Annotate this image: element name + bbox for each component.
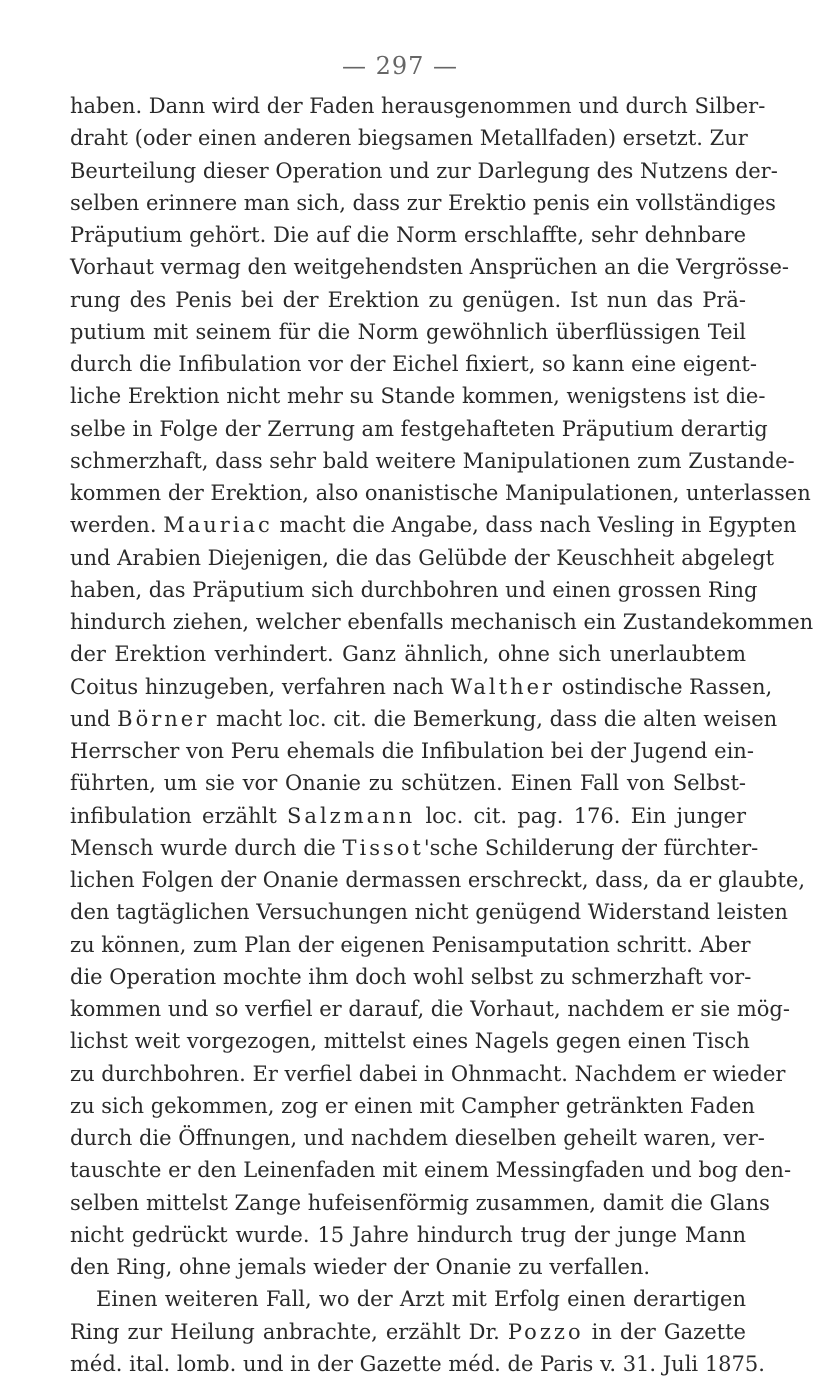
text-segment: 'sche Schilderung der fürchter-	[423, 835, 759, 860]
spaced-name: Tissot	[342, 835, 424, 860]
text-segment: durch die Öffnungen, und nachdem dieselben geheilt waren, ver-	[70, 1126, 765, 1150]
text-line	[70, 703, 778, 735]
text-segment: haben, das Präputium sich durchbohren und einen grossen Ring	[70, 577, 758, 602]
text-line	[70, 1090, 755, 1122]
text-segment: die Operation mochte ihm doch wohl selbst zu schmerzhaft vor-	[70, 964, 752, 989]
text-segment: hindurch ziehen, welcher ebenfalls mechanisch ein Zustandekommen	[70, 610, 813, 634]
text-segment: Präputium gehört. Die auf die Norm erschlaffte, sehr dehnbare	[70, 223, 746, 247]
text-line	[70, 1348, 765, 1380]
text-segment: in der Gazette	[583, 1319, 746, 1344]
text-segment: zu können, zum Plan der eigenen Penisamputation schritt. Aber	[70, 932, 751, 957]
spaced-name: Salzmann	[287, 803, 416, 828]
text-segment: den tagtäglichen Versuchungen nicht genügend Widerstand leisten	[70, 900, 788, 925]
text-line	[70, 961, 752, 993]
text-segment: kommen der Erektion, also onanistische Manipulationen, unterlassen	[70, 481, 811, 505]
text-line	[70, 767, 746, 799]
text-line	[70, 864, 806, 896]
text-line	[70, 832, 759, 864]
text-line	[70, 90, 766, 122]
text-line	[70, 219, 746, 251]
text-segment: schmerzhaft, dass sehr bald weitere Manipulationen zum Zustande-	[70, 448, 795, 473]
text-line	[70, 348, 757, 380]
text-segment: werden.	[70, 513, 164, 538]
text-line	[70, 542, 775, 574]
text-line	[70, 606, 813, 638]
text-line	[70, 1122, 765, 1154]
text-segment: putium mit seinem für die Norm gewöhnlich überflüssigen Teil	[70, 319, 746, 344]
text-line	[70, 284, 746, 316]
text-segment: Coitus hinzugeben, verfahren nach	[70, 674, 451, 699]
text-segment: den Ring, ohne jemals wieder der Onanie zu verfallen.	[70, 1255, 651, 1279]
text-segment: méd. ital. lomb. und in der Gazette méd. de Paris v. 31. Juli 1875.	[70, 1351, 765, 1376]
text-line	[70, 1058, 786, 1090]
spaced-name: Mauriac	[163, 513, 273, 538]
text-segment: nicht gedrückt wurde. 15 Jahre hindurch trug der junge Mann	[70, 1222, 746, 1247]
text-segment: Vorhaut vermag den weitgehendsten Ansprüchen an die Vergrösse-	[70, 255, 790, 280]
text-segment: tauschte er den Leinenfaden mit einem Messingfaden und bog den-	[70, 1158, 792, 1183]
text-line	[70, 380, 766, 412]
text-line	[70, 1219, 746, 1251]
text-segment: loc. cit. pag. 176. Ein junger	[415, 803, 747, 828]
spaced-name: Pozzo	[507, 1319, 584, 1344]
text-line	[70, 1283, 746, 1315]
text-line	[70, 735, 754, 767]
text-segment: Herrscher von Peru ehemals die Infibulation bei der Jugend ein-	[70, 739, 754, 763]
text-segment: ostindische Rassen,	[555, 674, 773, 699]
text-segment: selben mittelst Zange hufeisenförmig zusammen, damit die Glans	[70, 1190, 770, 1215]
text-line	[70, 1316, 746, 1348]
text-segment: führten, um sie vor Onanie zu schützen. Einen Fall von Selbst-	[70, 771, 746, 796]
text-segment: selben erinnere man sich, dass zur Erektio penis ein vollständiges	[70, 190, 776, 215]
text-segment: zu durchbohren. Er verfiel dabei in Ohnmacht. Nachdem er wieder	[70, 1061, 786, 1086]
text-segment: haben. Dann wird der Faden herausgenommen und durch Silber-	[70, 94, 766, 118]
text-segment: lichst weit vorgezogen, mittelst eines Nagels gegen einen Tisch	[70, 1029, 750, 1054]
text-segment: und	[70, 706, 118, 731]
text-line	[70, 509, 797, 541]
text-line	[70, 800, 746, 832]
text-segment: Ring zur Heilung anbrachte, erzählt Dr.	[70, 1319, 508, 1344]
text-line	[70, 1187, 770, 1219]
text-line	[70, 896, 788, 928]
text-line	[70, 187, 776, 219]
text-line	[70, 1251, 746, 1283]
text-line	[70, 316, 746, 348]
text-segment: macht loc. cit. die Bemerkung, dass die alten weisen	[209, 706, 778, 731]
text-segment: durch die Infibulation vor der Eichel fixiert, so kann eine eigent-	[70, 352, 757, 376]
text-segment: zu sich gekommen, zog er einen mit Campher getränkten Faden	[70, 1093, 755, 1118]
text-segment: Beurteilung dieser Operation und zur Darlegung des Nutzens der-	[70, 158, 778, 183]
text-line	[70, 993, 790, 1025]
text-line	[70, 155, 778, 187]
text-line	[70, 122, 746, 154]
text-segment: lichen Folgen der Onanie dermassen erschreckt, dass, da er glaubte,	[70, 868, 806, 892]
text-segment: macht die Angabe, dass nach Vesling in Egypten	[272, 513, 797, 538]
text-line	[70, 638, 746, 670]
text-segment: draht (oder einen anderen biegsamen Metallfaden) ersetzt. Zur	[70, 126, 748, 151]
page-number: — 297 —	[341, 52, 459, 80]
text-line	[70, 671, 773, 703]
text-segment: Mensch wurde durch die	[70, 835, 343, 860]
text-segment: rung des Penis bei der Erektion zu genügen. Ist nun das Prä-	[70, 287, 746, 312]
spaced-name: Börner	[117, 706, 210, 731]
text-line	[70, 1025, 750, 1057]
text-segment: Einen weiteren Fall, wo der Arzt mit Erfolg einen derartigen	[96, 1287, 746, 1312]
spaced-name: Walther	[450, 674, 556, 699]
text-line	[70, 251, 790, 283]
text-line	[70, 1154, 792, 1186]
text-segment: infibulation erzählt	[70, 803, 288, 828]
text-segment: liche Erektion nicht mehr su Stande kommen, wenigstens ist die-	[70, 384, 766, 409]
text-segment: und Arabien Diejenigen, die das Gelübde der Keuschheit abgelegt	[70, 545, 775, 570]
text-line	[70, 413, 768, 445]
text-segment: selbe in Folge der Zerrung am festgehafteten Präputium derartig	[70, 416, 768, 441]
body-text	[70, 90, 813, 1380]
text-line	[70, 477, 811, 509]
text-line	[70, 929, 751, 961]
text-line	[70, 574, 758, 606]
text-line	[70, 445, 795, 477]
text-segment: kommen und so verfiel er darauf, die Vorhaut, nachdem er sie mög-	[70, 997, 790, 1021]
text-segment: der Erektion verhindert. Ganz ähnlich, ohne sich unerlaubtem	[70, 642, 746, 667]
